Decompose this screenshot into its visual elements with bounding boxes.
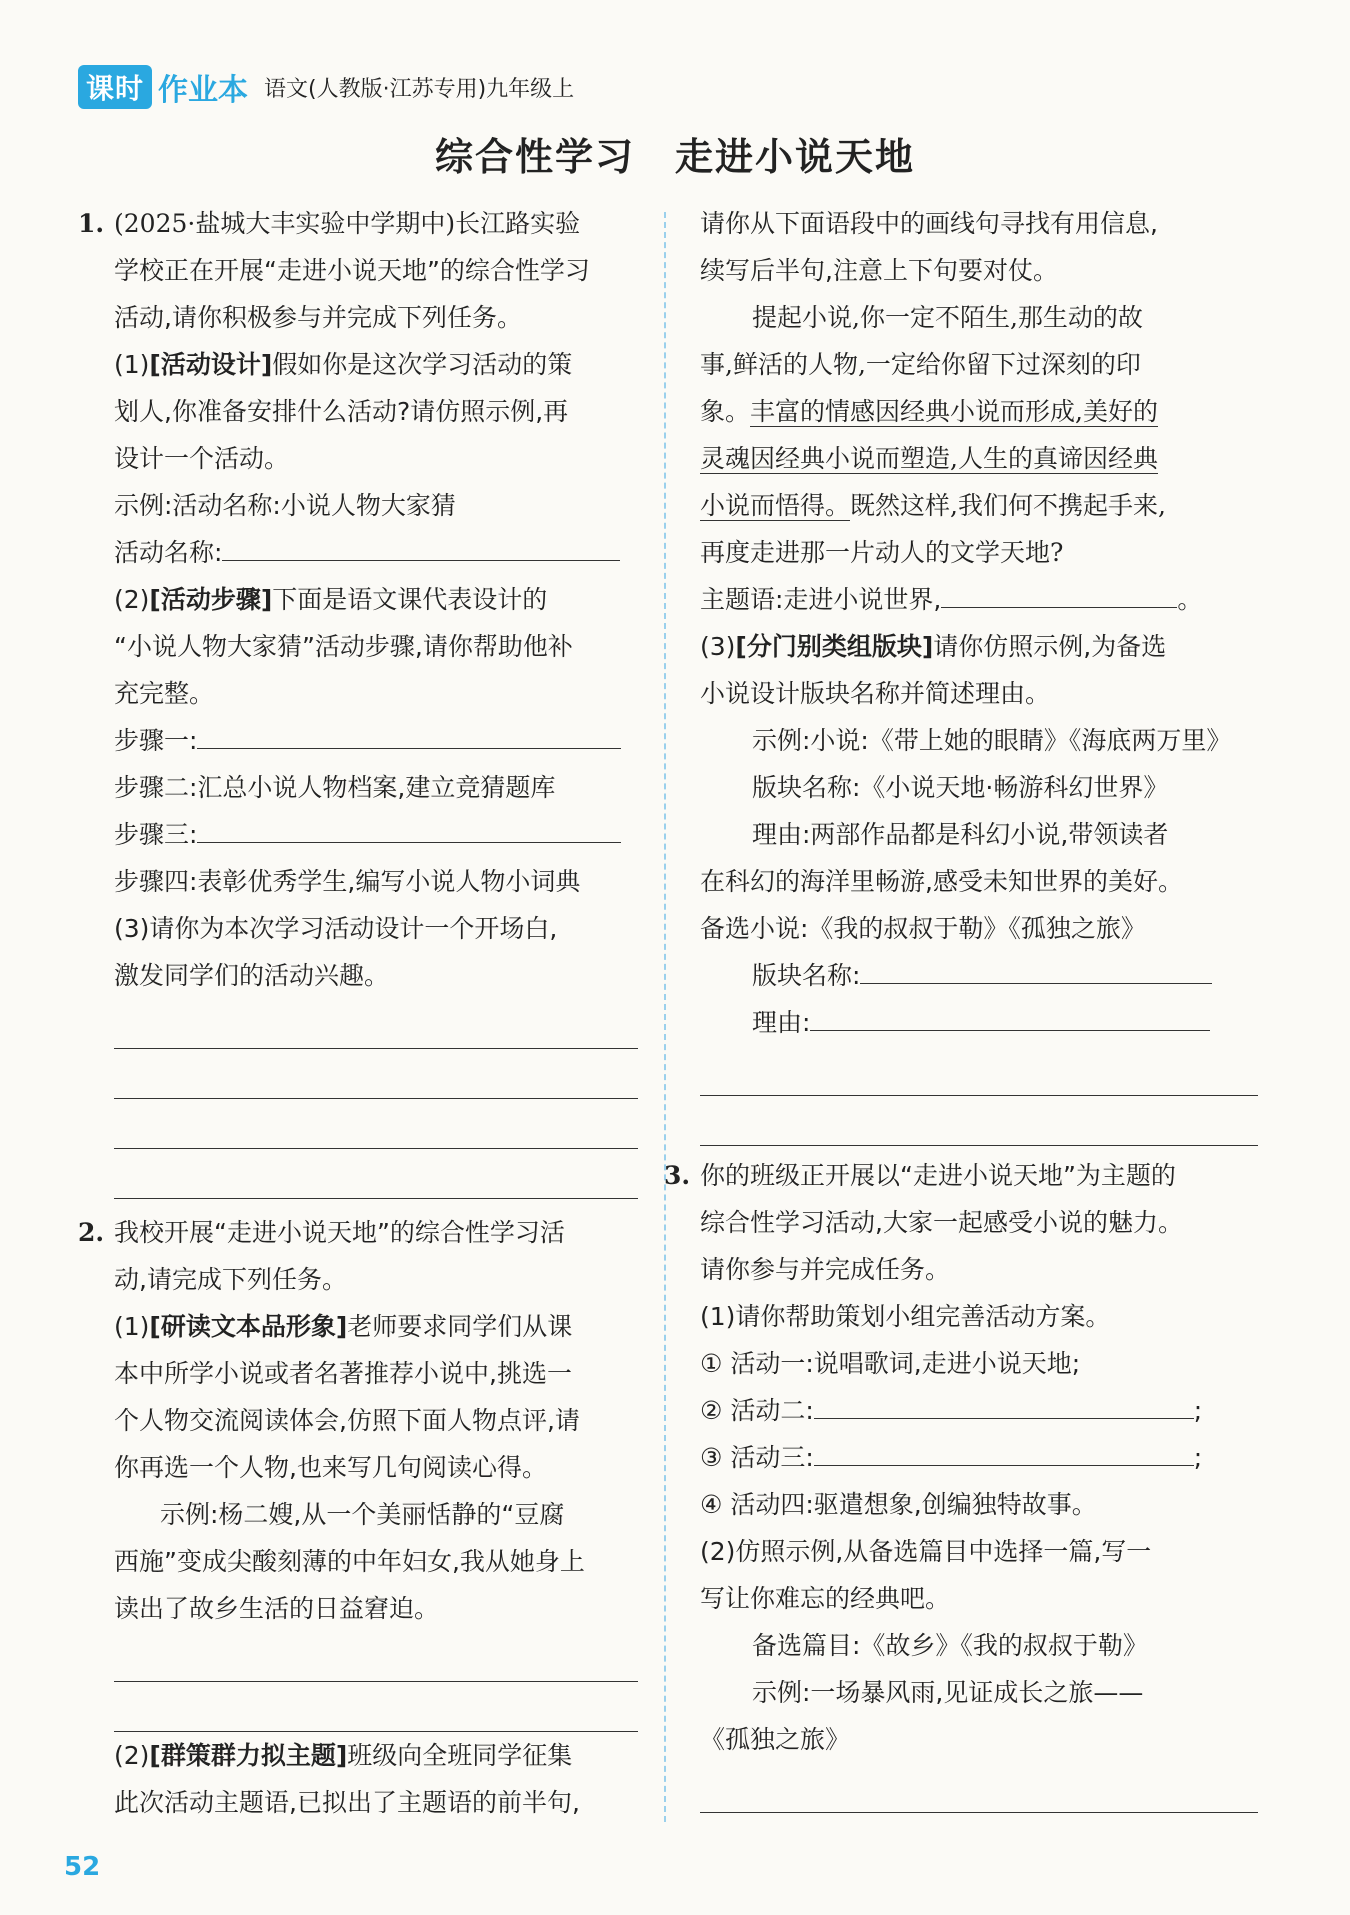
q3-line2: 综合性学习活动,大家一起感受小说的魅力。 <box>700 1208 1183 1237</box>
step1-blank[interactable] <box>197 718 621 749</box>
q2-part3-line2: 小说设计版块名称并简述理由。 <box>700 679 1051 708</box>
q2-part2-line3: 请你从下面语段中的画线句寻找有用信息, <box>700 209 1158 238</box>
subject-label: 语文(人教版·江苏专用)九年级上 <box>264 76 575 102</box>
q1-part2-line2: “小说人物大家猜”活动步骤,请你帮助他补 <box>114 632 573 661</box>
passage-line2: 事,鲜活的人物,一定给你留下过深刻的印 <box>700 350 1141 379</box>
example-section: 版块名称:《小说天地·畅游科幻世界》 <box>752 773 1169 802</box>
passage-line5: 小说而悟得。既然这样,我们何不携起手来, <box>700 491 1166 520</box>
header <box>78 64 574 110</box>
activity-name-blank[interactable] <box>222 530 620 561</box>
q2-part1: (1)[研读文本品形象]老师要求同学们从课 <box>114 1312 573 1341</box>
q3-line1: 3. 你的班级正开展以“走进小说天地”为主题的 <box>664 1161 1176 1190</box>
q3-line3: 请你参与并完成任务。 <box>700 1255 951 1284</box>
theme-row: 主题语:走进小说世界, 。 <box>700 576 1258 623</box>
passage-line1: 提起小说,你一定不陌生,那生动的故 <box>752 303 1143 332</box>
q1-part1-line3: 设计一个活动。 <box>114 444 290 473</box>
left-column <box>78 200 638 1826</box>
q2-example-line3: 读出了故乡生活的日益窘迫。 <box>114 1594 440 1623</box>
step3-row: 步骤三: <box>78 811 638 858</box>
q3-part2-line2: 写让你难忘的经典吧。 <box>700 1584 951 1613</box>
step1-row: 步骤一: <box>78 717 638 764</box>
logo-text: 作业本 <box>158 73 249 108</box>
answer-line[interactable] <box>114 1632 638 1682</box>
answer-line[interactable] <box>114 1682 638 1732</box>
q2-part2: (2)[群策群力拟主题]班级向全班同学征集 <box>114 1741 573 1770</box>
page-number: 52 <box>64 1852 101 1882</box>
q2-part1-line4: 你再选一个人物,也来写几句阅读心得。 <box>114 1453 547 1482</box>
activity2-blank[interactable] <box>814 1388 1194 1419</box>
page-title: 综合性学习 走进小说天地 <box>434 134 915 179</box>
step3-blank[interactable] <box>197 812 621 843</box>
example-reason-line1: 理由:两部作品都是科幻小说,带领读者 <box>752 820 1169 849</box>
answer-line[interactable] <box>114 999 638 1049</box>
q1-part2: (2)[活动步骤]下面是语文课代表设计的 <box>114 585 548 614</box>
q2-line2: 动,请完成下列任务。 <box>114 1265 347 1294</box>
q1-line1: 1. (2025·盐城大丰实验中学期中)长江路实验 <box>78 209 581 238</box>
activity-name-row: 活动名称: <box>78 529 638 576</box>
q1-part3-line2: 激发同学们的活动兴趣。 <box>114 961 390 990</box>
reason-row: 理由: <box>700 999 1258 1046</box>
activity-3: ③ 活动三: ; <box>700 1434 1258 1481</box>
q3-alt-pieces: 备选篇目:《故乡》《我的叔叔于勒》 <box>752 1631 1148 1660</box>
section-name-blank[interactable] <box>860 953 1212 984</box>
q3-example-line2: 《孤独之旅》 <box>700 1725 851 1754</box>
passage-line4: 灵魂因经典小说而塑造,人生的真谛因经典 <box>700 444 1158 473</box>
q2-example-line2: 西施”变成尖酸刻薄的中年妇女,我从她身上 <box>114 1547 585 1576</box>
step2-row: 步骤二:汇总小说人物档案,建立竞猜题库 <box>114 773 556 802</box>
activity3-blank[interactable] <box>814 1435 1194 1466</box>
q1-part1-line2: 划人,你准备安排什么活动?请仿照示例,再 <box>114 397 569 426</box>
q2-line1: 2. 我校开展“走进小说天地”的综合性学习活 <box>78 1218 565 1247</box>
q2-part2-line2: 此次活动主题语,已拟出了主题语的前半句, <box>114 1788 580 1817</box>
q1-part1: (1)[活动设计]假如你是这次学习活动的策 <box>114 350 573 379</box>
reason-blank[interactable] <box>810 1000 1210 1031</box>
q2-part2-line4: 续写后半句,注意上下句要对仗。 <box>700 256 1058 285</box>
example-reason-line2: 在科幻的海洋里畅游,感受未知世界的美好。 <box>700 867 1183 896</box>
q2-part1-line2: 本中所学小说或者名著推荐小说中,挑选一 <box>114 1359 572 1388</box>
q1-line3: 活动,请你积极参与并完成下列任务。 <box>114 303 522 332</box>
activity-1: ① 活动一:说唱歌词,走进小说天地; <box>700 1349 1081 1378</box>
logo-box: 课时 <box>78 65 152 109</box>
answer-line[interactable] <box>700 1763 1258 1813</box>
right-column <box>664 200 1258 1813</box>
q1-line2: 学校正在开展“走进小说天地”的综合性学习 <box>114 256 590 285</box>
example-novels: 示例:小说:《带上她的眼睛》《海底两万里》 <box>752 726 1232 755</box>
q1-example: 示例:活动名称:小说人物大家猜 <box>114 491 456 520</box>
q2-example-line1: 示例:杨二嫂,从一个美丽恬静的“豆腐 <box>160 1500 565 1529</box>
q3-part1: (1)请你帮助策划小组完善活动方案。 <box>700 1302 1111 1331</box>
q2-part3: (3)[分门别类组版块]请你仿照示例,为备选 <box>700 632 1167 661</box>
section-name-row: 版块名称: <box>700 952 1258 999</box>
q1-part2-line3: 充完整。 <box>114 679 215 708</box>
theme-blank[interactable] <box>941 577 1177 608</box>
q3-example-line1: 示例:一场暴风雨,见证成长之旅—— <box>752 1678 1144 1707</box>
answer-line[interactable] <box>114 1099 638 1149</box>
activity-4: ④ 活动四:驱遣想象,创编独特故事。 <box>700 1490 1097 1519</box>
activity-2: ② 活动二: ; <box>700 1387 1258 1434</box>
answer-line[interactable] <box>700 1096 1258 1146</box>
q2-part1-line3: 个人物交流阅读体会,仿照下面人物点评,请 <box>114 1406 580 1435</box>
q1-part3-line1: (3)请你为本次学习活动设计一个开场白, <box>114 914 558 943</box>
answer-line[interactable] <box>700 1046 1258 1096</box>
answer-line[interactable] <box>114 1049 638 1099</box>
alt-novels: 备选小说:《我的叔叔于勒》《孤独之旅》 <box>700 914 1146 943</box>
passage-line6: 再度走进那一片动人的文学天地? <box>700 538 1064 567</box>
column-divider <box>664 212 666 1822</box>
q3-part2-line1: (2)仿照示例,从备选篇目中选择一篇,写一 <box>700 1537 1152 1566</box>
passage-line3: 象。丰富的情感因经典小说而形成,美好的 <box>700 397 1158 426</box>
step4-row: 步骤四:表彰优秀学生,编写小说人物小词典 <box>114 867 581 896</box>
answer-line[interactable] <box>114 1149 638 1199</box>
